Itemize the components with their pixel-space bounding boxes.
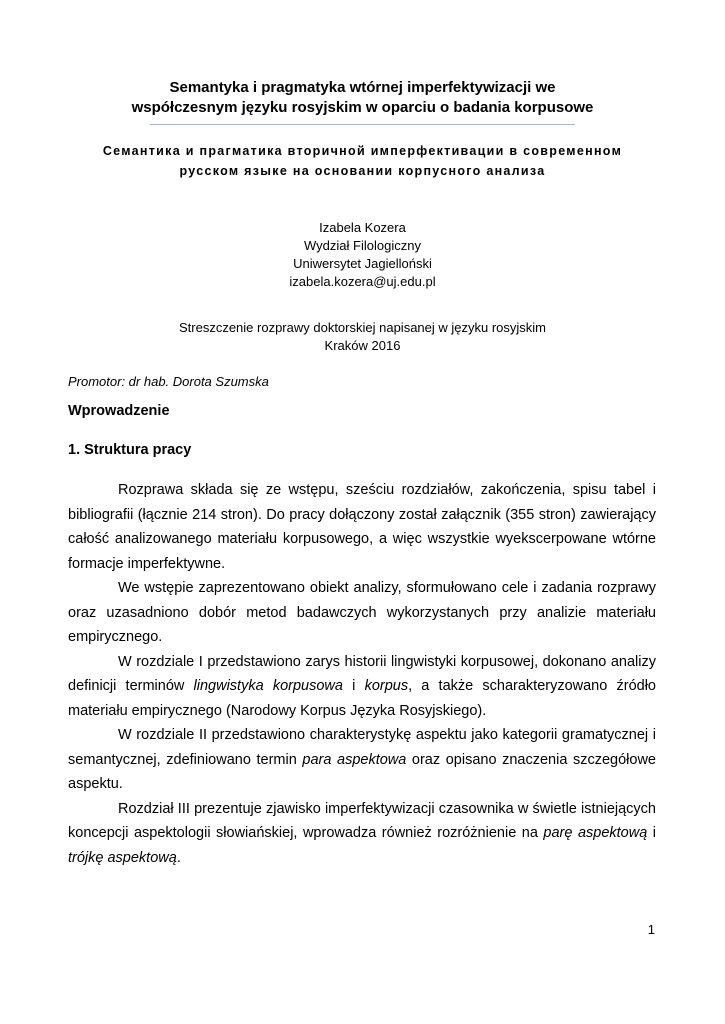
heading-section-1: 1. Struktura pracy — [68, 442, 192, 458]
place-date: Kraków 2016 — [324, 338, 401, 353]
term-pare-aspektowa: parę aspektową — [543, 825, 648, 841]
p3-text-e: , a także scharakteryzowano źródło materiału empirycznego (Narodowy Korpus Języka Rosyjskiego). — [68, 678, 656, 719]
p3-text-c: i — [342, 678, 365, 694]
p4-text-c: oraz opisano znaczenia szczegółowe aspektu. — [68, 751, 656, 792]
term-korpus: korpus — [364, 678, 409, 694]
p4-text-a: W rozdziale II przedstawiono charakterystykę aspektu jako kategorii gramatycznej i semantycznej, zdefiniowano termin — [68, 727, 656, 768]
paragraph-5 — [68, 797, 656, 871]
body-text — [68, 478, 656, 870]
summary-note: Streszczenie rozprawy doktorskiej napisanej w języku rosyjskim — [178, 320, 547, 335]
p5-text-a: Rozdział III prezentuje zjawisko imperfektywizacji czasownika w świetle istniejących koncepcji aspektologii słowiańskiej, wprowadza również rozróżnienie na — [68, 800, 656, 841]
paragraph-3 — [68, 650, 656, 724]
author-university: Uniwersytet Jagielloński — [293, 256, 432, 271]
page-number: 1 — [647, 922, 655, 937]
title-pl-line2: współczesnym języku rosyjskim w oparciu o badania korpusowe — [131, 99, 594, 116]
p3-text-a: W rozdziale I przedstawiono zarys historii lingwistyki korpusowej, dokonano analizy definicji terminów — [68, 653, 656, 694]
title-underline — [150, 124, 575, 125]
p5-text-e: . — [176, 849, 181, 866]
paragraph-2: We wstępie zaprezentowano obiekt analizy, sformułowano cele i zadania rozprawy oraz uzasadniono dobór metod badawczych wykorzystanych przy analizie materiału empirycznego. — [68, 580, 656, 645]
title-ru-line2: русском языке на основании корпусного анализа — [179, 164, 546, 178]
term-lingwistyka-korpusowa: lingwistyka korpusowa — [193, 678, 343, 694]
term-para-aspektowa: para aspektowa — [302, 751, 407, 768]
term-trojke-aspektowa: trójkę aspektową — [68, 849, 177, 866]
author-email: izabela.kozera@uj.edu.pl — [289, 274, 436, 289]
promotor: Promotor: dr hab. Dorota Szumska — [68, 374, 269, 389]
title-ru-line1: Семантика и прагматика вторичной имперфективации в современном — [102, 144, 623, 158]
author-name: Izabela Kozera — [319, 220, 406, 235]
author-faculty: Wydział Filologiczny — [304, 238, 421, 253]
paragraph-4 — [68, 723, 656, 797]
heading-intro: Wprowadzenie — [68, 403, 170, 419]
p5-text-c: i — [647, 825, 657, 841]
paragraph-1: Rozprawa składa się ze wstępu, sześciu rozdziałów, zakończenia, spisu tabel i bibliografii (łącznie 214 stron). Do pracy dołączony został załącznik (355 stron) zawierający całość analizowanego materiału korpusowego, a więc wszystkie wyekscerpowane wtórne formacje imperfektywne. — [68, 482, 656, 572]
title-pl-line1: Semantyka i pragmatyka wtórnej imperfektywizacji we — [169, 79, 556, 96]
